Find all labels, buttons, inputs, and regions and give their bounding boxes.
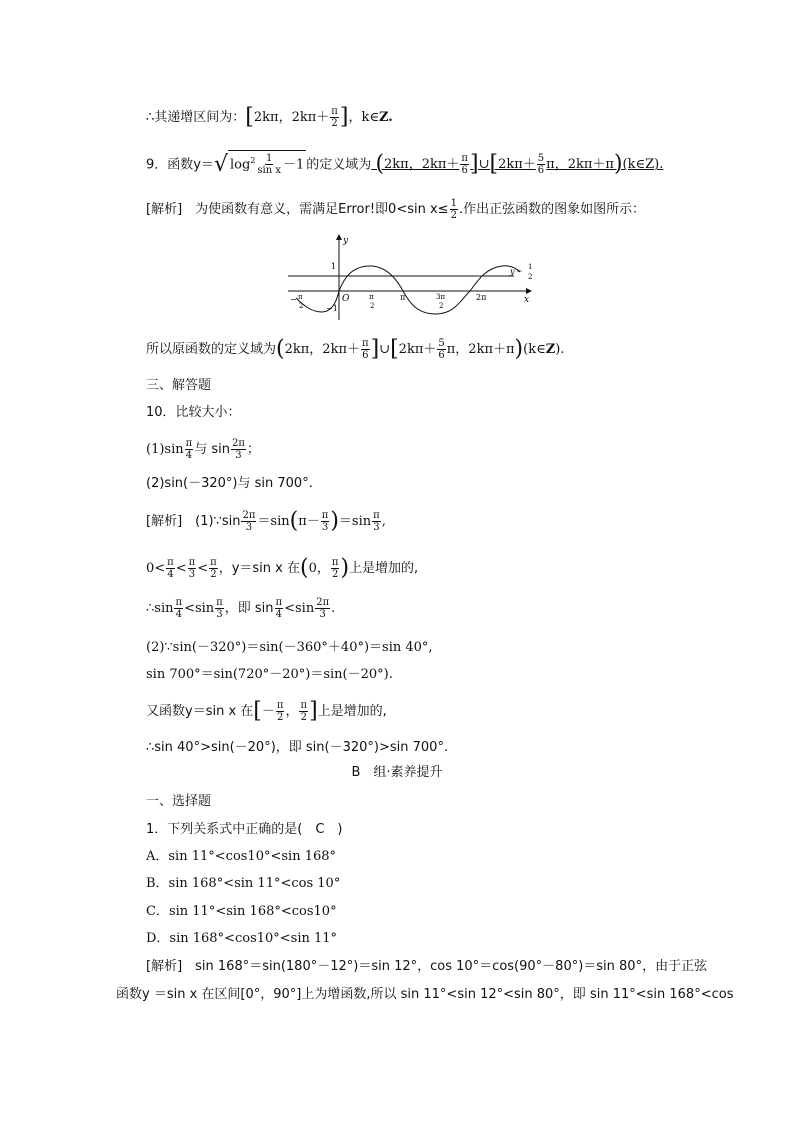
bracket: [ <box>390 336 399 362</box>
text: . <box>331 601 336 616</box>
den: 2 <box>331 569 339 580</box>
den: 2 <box>300 712 307 723</box>
text: <sin <box>284 601 315 616</box>
bracket: ( <box>375 151 385 177</box>
tick-pi2-den: 2 <box>370 302 375 310</box>
option-c: C．sin 11°<sin 168°<cos10° <box>146 904 337 919</box>
question-10-part-2: (2)sin(－320°)与 sin 700°. <box>146 476 313 491</box>
solution-line-7: ∴sin 40°>sin(－20°)，即 sin(－320°)>sin 700°. <box>146 740 449 755</box>
solution-line-4: (2)∵sin(－320°)＝sin(－360°＋40°)＝sin 40°, <box>146 640 433 655</box>
text: 2kπ＋ <box>498 157 536 173</box>
num: 5 <box>537 153 545 165</box>
text: 的定义域为 <box>306 157 372 173</box>
question-b1: 1．下列关系式中正确的是( C ) <box>146 822 343 837</box>
line-den: 2 <box>528 273 533 281</box>
line-num: 1 <box>528 263 533 271</box>
fraction <box>537 153 545 176</box>
text: (k∈Z). <box>622 157 664 173</box>
bracket: [ <box>245 104 254 130</box>
bracket: ) <box>330 508 339 534</box>
text: 上是增加的, <box>349 561 419 576</box>
fraction <box>372 510 381 533</box>
fraction <box>215 597 224 620</box>
tick-3pi2-den: 2 <box>439 302 444 310</box>
text: [解析] 为使函数有意义，需满足Error!即0<sin x≤ <box>146 202 449 217</box>
text: ， <box>285 704 299 719</box>
analysis-9 <box>146 198 645 221</box>
text: 9．函数y＝ <box>146 157 214 173</box>
line-label: y＝ <box>510 267 523 276</box>
num: π <box>373 510 380 521</box>
solution-line-2 <box>146 557 418 580</box>
fraction <box>276 700 285 723</box>
bracket: ] <box>470 151 479 177</box>
num: π <box>362 338 369 349</box>
text: π，2kπ＋π <box>546 157 614 173</box>
solution-line-5: sin 700°＝sin(720°－20°)＝sin(－20°). <box>146 667 393 682</box>
num: π <box>331 106 338 117</box>
bracket: ( <box>300 555 309 581</box>
y-arrow <box>336 234 342 240</box>
text: ∴其递增区间为： <box>146 110 246 125</box>
origin-label: O <box>342 294 350 304</box>
num: π <box>185 438 193 449</box>
text: 2 <box>250 156 256 165</box>
bracket: ] <box>370 336 380 362</box>
one-label: 1 <box>331 262 337 271</box>
tick-neg-pi2-sign: − <box>290 295 297 304</box>
solution-line-3 <box>146 597 335 620</box>
conclusion-9 <box>146 338 564 361</box>
num: π <box>216 597 223 608</box>
den: 4 <box>185 450 193 461</box>
increasing-interval-line <box>146 106 393 129</box>
text: (k∈ <box>523 342 546 357</box>
den: 3 <box>216 609 223 620</box>
num: 1 <box>266 153 273 165</box>
radicand <box>228 150 306 176</box>
den: 4 <box>175 609 182 620</box>
fraction <box>330 106 339 129</box>
bracket: ] <box>339 104 349 130</box>
text: ∴sin <box>146 601 174 616</box>
fraction <box>450 198 458 221</box>
fraction <box>188 557 197 580</box>
text: log <box>230 157 251 173</box>
num: 1 <box>450 198 457 209</box>
text: < <box>175 561 187 576</box>
num: 2π <box>242 510 256 521</box>
den: 4 <box>167 569 174 580</box>
tick-2pi: 2π <box>476 293 487 302</box>
text: ，y＝sin x 在 <box>218 561 300 576</box>
text: － <box>261 704 275 719</box>
den: 3 <box>321 522 329 533</box>
bracket: ) <box>514 336 524 362</box>
text: 2kπ＋ <box>398 342 437 357</box>
tick-neg-pi2-den: 2 <box>299 302 304 310</box>
question-10-part-1 <box>146 438 260 461</box>
den: 6 <box>362 350 369 361</box>
option-d: D．sin 168°<cos10°<sin 11° <box>146 931 338 946</box>
text: π－ <box>298 514 320 529</box>
text: 0， <box>308 561 330 576</box>
y-label: y <box>343 236 349 246</box>
fraction <box>437 338 445 361</box>
fraction <box>231 438 246 461</box>
den: 6 <box>537 165 545 177</box>
bracket: [ <box>489 151 499 177</box>
num: π <box>275 597 283 608</box>
num: 2π <box>231 438 245 449</box>
bracket: ( <box>289 508 299 534</box>
fraction <box>275 597 284 620</box>
x-arrow <box>526 288 532 294</box>
num: π <box>300 700 308 711</box>
text: ). <box>555 342 565 357</box>
text: ，k∈ <box>348 110 379 125</box>
fraction <box>331 557 340 580</box>
solution-line-1 <box>146 510 386 533</box>
bracket: ) <box>340 555 350 581</box>
tick-3pi2-num: 3π <box>436 293 446 301</box>
den: sin x <box>257 165 281 177</box>
den: 2 <box>450 210 457 221</box>
den: 3 <box>235 450 242 461</box>
fraction <box>185 438 194 461</box>
den: 6 <box>438 350 445 361</box>
bracket: [ <box>253 698 262 724</box>
text: (1)sin <box>146 442 184 457</box>
text: ∪ <box>379 342 391 357</box>
text: 0< <box>146 561 166 576</box>
text: ＝sin <box>257 514 290 529</box>
option-b: B．sin 168°<sin 11°<cos 10° <box>146 876 341 891</box>
text: 上是增加的, <box>317 704 387 719</box>
tick-pi2-num: π <box>369 293 374 301</box>
text: ∪ <box>478 157 490 173</box>
text: .作出正弦函数的图象如图所示： <box>458 202 646 217</box>
den: 2 <box>331 118 338 129</box>
text: 2kπ，2kπ＋ <box>384 157 460 173</box>
tick-neg-pi2-num: π <box>298 293 303 301</box>
text: ＝sin <box>338 514 372 529</box>
section-3-title: 三、解答题 <box>146 378 212 393</box>
bracket: ) <box>613 151 623 177</box>
fraction <box>166 557 175 580</box>
group-b-title: B 组·素养提升 <box>351 765 443 780</box>
num: π <box>188 557 196 568</box>
text: ； <box>246 442 260 457</box>
text: 与 sin <box>194 442 230 457</box>
text: 所以原函数的定义域为 <box>146 342 277 357</box>
answer <box>371 151 664 177</box>
num: π <box>461 153 468 165</box>
fraction <box>460 153 469 176</box>
den: 2 <box>210 569 217 580</box>
text: Z <box>545 342 556 357</box>
num: π <box>276 700 284 711</box>
den: 3 <box>188 569 196 580</box>
fraction <box>299 700 308 723</box>
den: 6 <box>461 165 468 177</box>
den: 3 <box>245 522 253 533</box>
text: , <box>381 514 386 529</box>
solution-line-6 <box>146 700 387 723</box>
sqrt-icon: √ <box>213 151 228 177</box>
analysis-b1-line-2: 函数y ＝sin x 在区间[0°，90°]上为增函数,所以 sin 11°<sin 12°<sin 80°，即 sin 11°<sin 168°<cos <box>116 987 734 1002</box>
fraction <box>241 510 256 533</box>
tick-pi: π <box>400 293 406 302</box>
question-9 <box>146 150 663 176</box>
fraction <box>256 153 282 176</box>
den: 4 <box>275 609 282 620</box>
analysis-b1-line-1: [解析] sin 168°＝sin(180°－12°)＝sin 12°，cos 10°＝cos(90°－80°)＝sin 80°，由于正弦 <box>146 959 708 974</box>
neg-one-label: −1 <box>326 304 338 313</box>
num: π <box>175 597 183 608</box>
den: 3 <box>373 522 380 533</box>
fraction <box>315 597 330 620</box>
bracket: ( <box>276 336 285 362</box>
num: π <box>167 557 174 568</box>
fraction <box>209 557 218 580</box>
fraction <box>174 597 183 620</box>
text: [解析] (1)∵sin <box>146 514 241 529</box>
den: 3 <box>319 609 326 620</box>
den: 2 <box>276 712 284 723</box>
num: π <box>210 557 217 568</box>
fraction <box>321 510 330 533</box>
text: Z. <box>378 110 393 125</box>
fraction <box>361 338 370 361</box>
text: π，2kπ＋π <box>446 342 515 357</box>
sine-graph <box>286 232 536 322</box>
text: ，即 sin <box>224 601 274 616</box>
num: 5 <box>438 338 445 349</box>
num: π <box>321 510 329 521</box>
num: π <box>331 557 339 568</box>
text: < <box>197 561 209 576</box>
text: －1 <box>283 157 305 173</box>
text: <sin <box>184 601 215 616</box>
num: 2π <box>316 597 330 608</box>
question-10: 10．比较大小： <box>146 405 241 420</box>
text: 2kπ，2kπ＋ <box>284 342 360 357</box>
section-1-title: 一、选择题 <box>146 794 212 809</box>
option-a: A．sin 11°<cos10°<sin 168° <box>146 849 337 864</box>
x-label: x <box>524 295 530 305</box>
text: 又函数y＝sin x 在 <box>146 704 254 719</box>
text: 2kπ，2kπ＋ <box>253 110 330 125</box>
bracket: ] <box>309 698 318 724</box>
